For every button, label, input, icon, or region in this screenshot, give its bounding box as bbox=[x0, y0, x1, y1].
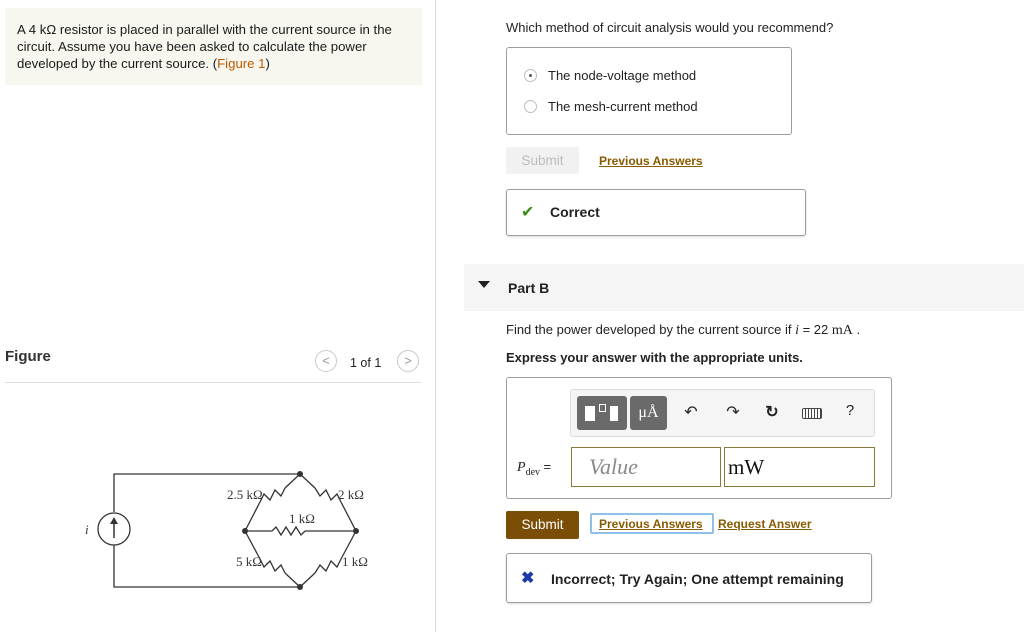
part-a-result bbox=[506, 189, 806, 236]
method-options bbox=[506, 47, 792, 135]
node-left bbox=[242, 528, 248, 534]
correct-text: Correct bbox=[550, 204, 600, 220]
part-a-question: Which method of circuit analysis would you recommend? bbox=[506, 20, 834, 35]
part-b-submit-button[interactable]: Submit bbox=[506, 511, 579, 539]
math-toolbar bbox=[570, 389, 875, 437]
figure-page-indicator: 1 of 1 bbox=[350, 356, 382, 370]
chevron-right-icon: > bbox=[404, 353, 412, 368]
input-label-var: P bbox=[517, 460, 526, 475]
template-block-icon bbox=[585, 406, 595, 421]
part-b-title: Part B bbox=[508, 280, 550, 296]
value-placeholder: Value bbox=[589, 454, 638, 479]
units-value: mW bbox=[728, 455, 765, 479]
wire-top bbox=[114, 474, 300, 512]
node-right bbox=[353, 528, 359, 534]
help-icon[interactable]: ? bbox=[845, 402, 855, 419]
units-input[interactable] bbox=[724, 447, 875, 487]
templates-button[interactable] bbox=[577, 396, 627, 430]
circuit-diagram bbox=[0, 0, 436, 632]
template-block2-icon bbox=[610, 406, 618, 421]
input-label-sub: dev bbox=[525, 466, 541, 478]
input-label-equals: = bbox=[543, 459, 552, 474]
request-answer-link[interactable]: Request Answer bbox=[718, 517, 812, 531]
label-r-bottom-left: 5 kΩ bbox=[236, 554, 262, 569]
label-r-bottom-right: 1 kΩ bbox=[342, 554, 368, 569]
part-b-question-var: i bbox=[795, 323, 799, 338]
part-b-question bbox=[506, 322, 860, 339]
part-b-question-text: Find the power developed by the current source if bbox=[506, 322, 796, 337]
part-b-result bbox=[506, 553, 872, 603]
part-b-question-end: . bbox=[852, 322, 861, 337]
part-b-question-unit: mA bbox=[831, 323, 853, 338]
radio-mesh-current[interactable] bbox=[524, 100, 537, 113]
units-button[interactable]: μÅ bbox=[630, 396, 667, 430]
problem-text-end: ) bbox=[265, 56, 270, 71]
part-b-question-eq: = 22 bbox=[798, 322, 832, 337]
chevron-left-icon: < bbox=[322, 353, 330, 368]
undo-icon[interactable]: ↶ bbox=[684, 404, 698, 421]
part-b-header[interactable] bbox=[464, 264, 1024, 311]
source-label: i bbox=[85, 522, 89, 537]
label-r-middle: 1 kΩ bbox=[289, 511, 315, 526]
checkmark-icon: ✔ bbox=[521, 204, 535, 221]
problem-text: A 4 kΩ resistor is placed in parallel with the current source in the circuit. Assume you have been asked to calculate the power developed by the current source. ( bbox=[17, 22, 392, 71]
part-a-submit-button: Submit bbox=[506, 147, 579, 174]
x-mark-icon: ✖ bbox=[521, 570, 535, 587]
reset-icon[interactable]: ↻ bbox=[765, 404, 779, 421]
input-label bbox=[517, 459, 551, 478]
label-r-top-left: 2.5 kΩ bbox=[227, 487, 263, 502]
template-small-box-icon bbox=[599, 404, 606, 412]
keyboard-icon[interactable] bbox=[802, 408, 822, 419]
option-node-voltage-label[interactable]: The node-voltage method bbox=[548, 68, 697, 83]
redo-icon[interactable]: ↷ bbox=[726, 404, 740, 421]
node-bottom bbox=[297, 584, 303, 590]
part-a-previous-answers-link[interactable]: Previous Answers bbox=[599, 154, 703, 168]
radio-node-voltage[interactable] bbox=[524, 69, 537, 82]
node-top bbox=[297, 471, 303, 477]
figure-title: Figure bbox=[5, 348, 51, 365]
caret-down-icon bbox=[478, 281, 490, 288]
label-r-top-right: 2 kΩ bbox=[338, 487, 364, 502]
figure-link[interactable]: Figure 1 bbox=[217, 56, 266, 71]
resistor-middle bbox=[272, 527, 305, 535]
incorrect-text: Incorrect; Try Again; One attempt remaining bbox=[551, 571, 844, 587]
value-input[interactable] bbox=[571, 447, 721, 487]
option-mesh-current-label[interactable]: The mesh-current method bbox=[548, 99, 698, 114]
part-b-instruction: Express your answer with the appropriate units. bbox=[506, 350, 803, 365]
part-b-previous-answers-link[interactable]: Previous Answers bbox=[599, 517, 703, 531]
